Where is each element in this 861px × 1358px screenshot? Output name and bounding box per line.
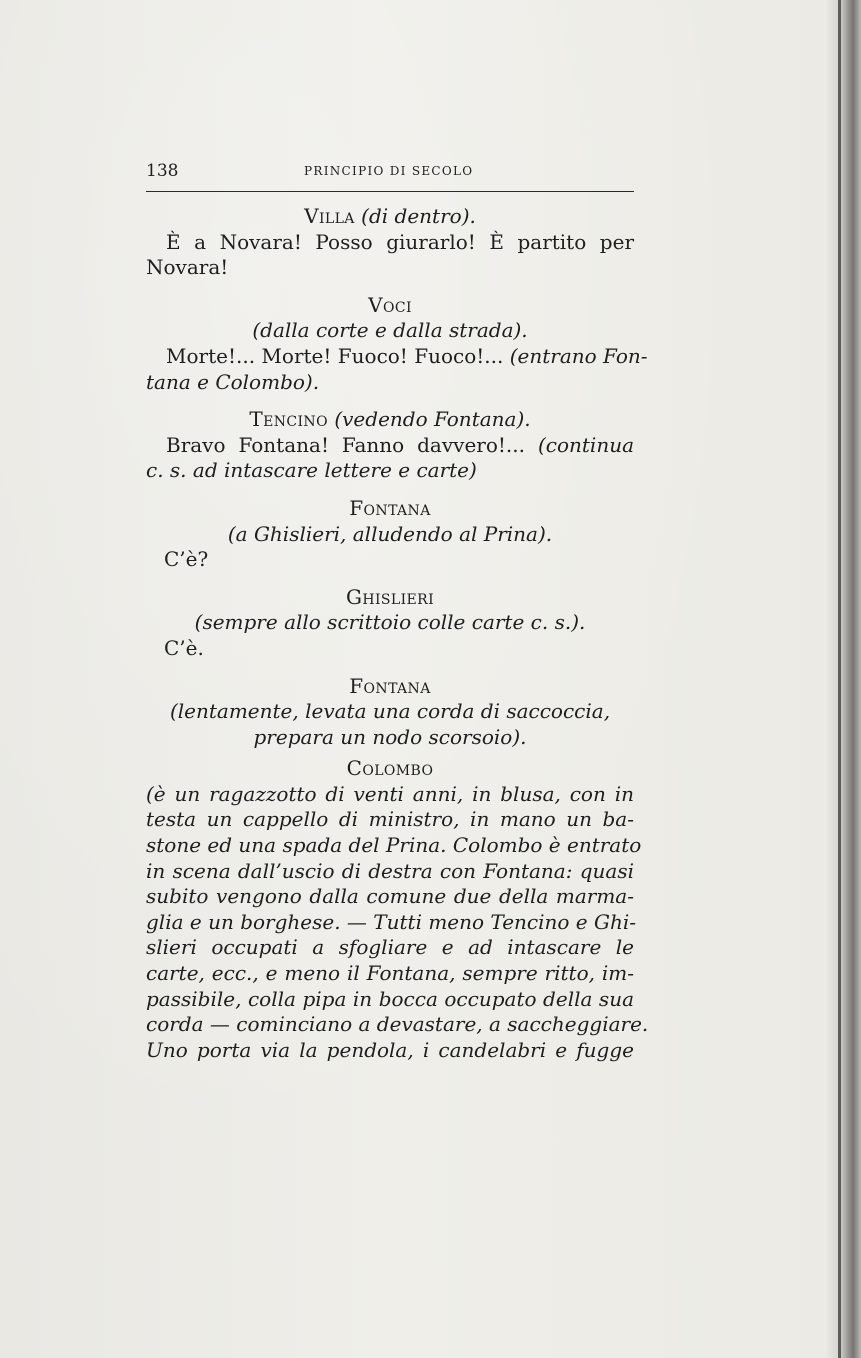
speaker-label-fontana-1: Fontana (349, 495, 431, 520)
speaker-name-voci (146, 293, 634, 319)
stage-direction-colombo-line: carte, ecc., e meno il Fontana, sempre ritto, im- (146, 961, 634, 986)
stage-direction-ghislieri: (sempre allo scrittoio colle carte c. s.). (194, 610, 586, 635)
stage-heading-tencino (146, 407, 634, 433)
dialogue-text-voci: Morte!... Morte! Fuoco! Fuoco!... (166, 343, 510, 368)
page-edge-shadow (825, 0, 861, 1358)
speaker-name-colombo (146, 756, 634, 782)
stage-direction-colombo-line: passibile, colla pipa in bocca occupato della sua (146, 986, 634, 1011)
dialogue-line-villa-1: È a Novara! Posso giurarlo! È partito per (166, 229, 634, 254)
page-header (146, 158, 634, 184)
speaker-name-fontana-1 (146, 496, 634, 522)
stage-direction-colombo-line: glia e un borghese. — Tutti meno Tencino e Ghi- (146, 909, 636, 934)
dialogue-text-tencino: Bravo Fontana! Fanno davvero!... (166, 432, 538, 457)
speaker-name-fontana-2 (146, 674, 634, 700)
stage-direction-colombo-line: stone ed una spada del Prina. Colombo è entrato (146, 833, 642, 858)
stage-direction-tencino-inline: (continua (537, 432, 634, 457)
stage-direction-colombo-line: in scena dall’uscio di destra con Fontana: quasi (146, 858, 634, 883)
stage-direction-colombo-line: corda — cominciano a devastare, a saccheggiare. (146, 1012, 649, 1037)
dialogue-line-fontana-1: C’è? (164, 547, 209, 572)
stage-direction-voci: (dalla corte e dalla strada). (252, 318, 528, 343)
speaker-label-voci: Voci (368, 292, 412, 317)
page-number: 138 (146, 161, 179, 181)
dialogue-line-ghislieri: C’è. (164, 635, 204, 660)
stage-direction-tencino-continued: c. s. ad intascare lettere e carte) (146, 458, 477, 483)
stage-direction-colombo-line: testa un cappello di ministro, in mano un ba- (146, 807, 634, 832)
dialogue-line-tencino-1 (146, 433, 634, 459)
speaker-name-villa: Villa (304, 204, 355, 228)
speaker-label-ghislieri: Ghislieri (345, 584, 435, 609)
stage-direction-fontana-2-line-1: (lentamente, levata una corda di saccoccia, (169, 699, 611, 724)
speaker-label-fontana-2: Fontana (349, 673, 431, 698)
stage-direction-colombo-line: subito vengono dalla comune due della marma- (146, 884, 634, 909)
speaker-label-colombo: Colombo (346, 756, 434, 781)
stage-direction-fontana-1: (a Ghislieri, alludendo al Prina). (227, 521, 553, 546)
spacer (146, 662, 634, 674)
running-title: PRINCIPIO DI SECOLO (304, 164, 474, 178)
stage-direction-colombo-line: Uno porta via la pendola, i candelabri e fugge (146, 1037, 634, 1062)
dialogue-line-voci-1 (146, 343, 648, 370)
binding-edge (838, 0, 841, 1358)
stage-heading-villa (146, 204, 634, 230)
speaker-name-tencino: Tencino (249, 407, 328, 432)
stage-direction-voci-continued: tana e Colombo). (146, 369, 320, 394)
spacer (146, 484, 634, 496)
spacer (146, 395, 634, 407)
spacer (146, 281, 634, 293)
stage-direction-villa: (di dentro). (361, 204, 476, 228)
speaker-name-ghislieri (146, 585, 634, 611)
dialogue-line-villa-2: Novara! (146, 255, 229, 280)
header-rule (146, 191, 634, 192)
stage-direction-colombo-line: (è un ragazzotto di venti anni, in blusa, con in (146, 781, 634, 806)
spacer (146, 573, 634, 585)
stage-direction-fontana-2-line-2: prepara un nodo scorsoio). (253, 724, 527, 749)
stage-direction-voci-inline: (entrano Fon- (509, 343, 648, 368)
stage-direction-tencino: (vedendo Fontana). (334, 407, 531, 432)
page-text (146, 204, 649, 1063)
stage-direction-colombo-line: slieri occupati a sfogliare e ad intascare le (146, 935, 634, 960)
